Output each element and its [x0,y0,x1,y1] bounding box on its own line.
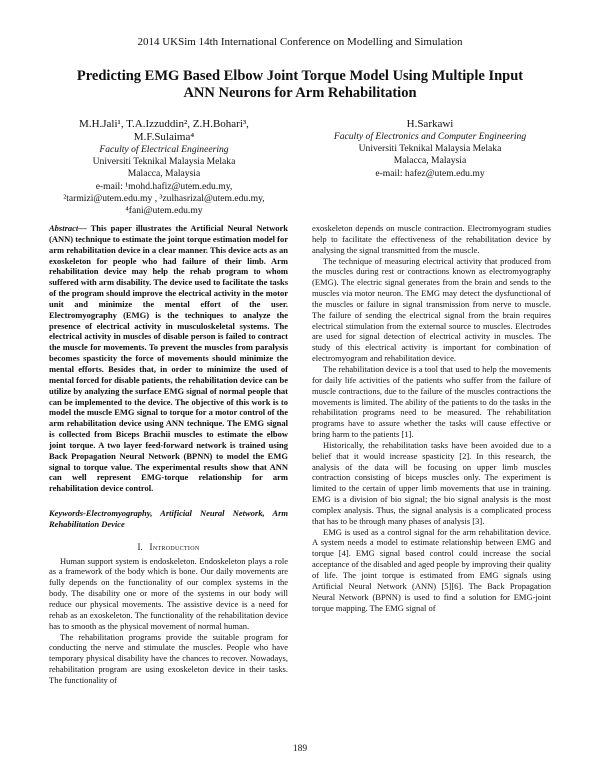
author-email-line1: e-mail: ¹mohd.hafiz@utem.edu.my, [95,180,233,192]
author-email: e-mail: hafez@utem.edu.my [375,167,485,179]
abstract [49,223,288,494]
author-university: Universiti Teknikal Malaysia Melaka [358,143,502,155]
author-university: Universiti Teknikal Malaysia Melaka [92,156,236,168]
author-names: H.Sarkawi [406,118,454,130]
right-column [312,223,551,613]
section-heading [49,542,288,553]
paper-title: Predicting EMG Based Elbow Joint Torque Model Using Multiple Input ANN Neurons for Arm Rehabilitation [76,68,524,101]
left-column [49,223,288,686]
section-number: I. [137,541,143,552]
author-names-line2: M.F.Sulaima⁴ [133,131,195,143]
paragraph: The rehabilitation device is a tool that used to help the movements for daily life activities of the patients who suffer from the failure of muscle contractions, due to the failure of the muscles contractions the movements is limited. The ability of the patients to do the tasks in the rehabilitation programs need to be measured. The rehabilitation programs have to assure whether the tasks will cause effective or bring harm to the patients [1]. [312,363,551,440]
paragraph: EMG is used as a control signal for the arm rehabilitation device. A system needs a model to estimate relationship between EMG and torque [4]. EMG signal based control could increase the social acceptance of the disabled and aged people by improving their quality of life. The joint torque is estimated from EMG signals using Artificial Neural Network (ANN) [5][6]. The Back Propagation Neural Network (BPNN) is used to find a solution for EMG-joint torque mapping. The EMG signal of [312,526,551,613]
abstract-label: Abstract [49,223,79,233]
page-number: 189 [292,744,308,754]
author-city: Malacca, Malaysia [127,168,201,180]
conference-header: 2014 UKSim 14th International Conference on Modelling and Simulation [137,36,463,48]
paragraph: The rehabilitation programs provide the suitable program for conducting the nerve and stimulate the muscles. People who have temporary physical disability have the chances to recover. Nowadays, rehabilitation program are using exoskeleton device in their tasks. The functionality of [49,631,288,685]
keywords: Keywords-Electromyography, Artificial Neural Network, Arm Rehabilitation Device [49,508,288,529]
author-department: Faculty of Electrical Engineering [99,144,229,155]
paragraph: Human support system is endoskeleton. Endoskeleton plays a role as a framework of the body which is bone. Our daily movements are fully depends on the functionality of our complex systems in the body. The disability one or more of the systems in our body will reduce our physical movements. The assistive device is a need for rehab as an exoskeleton. The functionality of the rehabilitation device has to smooth as the physical movement of normal human. [49,555,288,631]
paragraph: exoskeleton depends on muscle contraction. Electromyogram studies help to facilitate the effectiveness of the rehabilitation device by analysing the signal transmitted from the muscle. [312,223,551,255]
author-department: Faculty of Electronics and Computer Engineering [333,131,527,142]
author-email-line3: ⁴fani@utem.edu.my [125,205,203,217]
author-email-line2: ²tarmizi@utem.edu.my , ³zulhasrizal@utem.edu.my, [63,192,265,204]
author-names-line1: M.H.Jali¹, T.A.Izzuddin², Z.H.Bohari³, [79,118,249,130]
author-block-left [46,118,282,217]
abstract-text: — This paper illustrates the Artificial Neural Network (ANN) technique to estimate the joint torque estimation model for arm rehabilitation device in a clear manner. This device acts as an exoskeleton for people who had failure of their limb. Arm rehabilitation device may help the rehab program to whom suffered with arm disability. The device used to facilitate the tasks of the program should improve the electrical activity in the motor unit and minimize the mental effort of the user. Electromyography (EMG) is the techniques to analyze the presence of electrical activity in musculoskeletal systems. The electrical activity in muscles of disable person is failed to contract the muscle for movements. To prevent the muscles from paralysis becomes spasticity the force of movements should minimize the mental efforts. Besides that, in order to minimize the used of mental forced for disable patients, the rehabilitation device can be utilize by analyzing the surface EMG signal of normal people that can be implemented to the device. The objective of this work is to model the muscle EMG signal to torque for a motor control of the arm rehabilitation device using ANN technique. The EMG signal is collected from Biceps Brachii muscles to estimate the elbow joint torque. A two layer feed-forward network is trained using Back Propagation Neural Network (BPNN) to model the EMG signal to torque value. The experimental results show that ANN can well represent EMG-torque relationship for arm rehabilitation device control. [49,223,288,494]
author-block-right [312,118,548,180]
paragraph: Historically, the rehabilitation tasks have been avoided due to a belief that it would increase spasticity [2]. In this research, the analysis of the data will be focusing on upper limb muscles contraction consisting of biceps muscles only. The experiment is limited to the certain of upper limb movements that use in training. EMG is a division of bio signal; the bio signal analysis is the most complex analysis. Thus, the signal analysis is a complicated process that has to be through many phases of analysis [3]. [312,439,551,526]
author-city: Malacca, Malaysia [393,155,467,167]
section-title: Introduction [149,541,200,552]
paragraph: The technique of measuring electrical activity that produced from the muscles during rest or contractions known as electromyography (EMG). The electric signal generates from the brain and sends to the muscles via motor neuron. The EMG may detect the dysfunctional of the muscles or failure in signal transmission from nerve to muscle. The failure of sending the electrical signal from the brain requires electrical stimulation from the external source to muscles. Electrodes are used for signal detection of electrical activity in muscles. The study of this electrical activity is important for combination of electromyogram and rehabilitation device. [312,255,551,364]
